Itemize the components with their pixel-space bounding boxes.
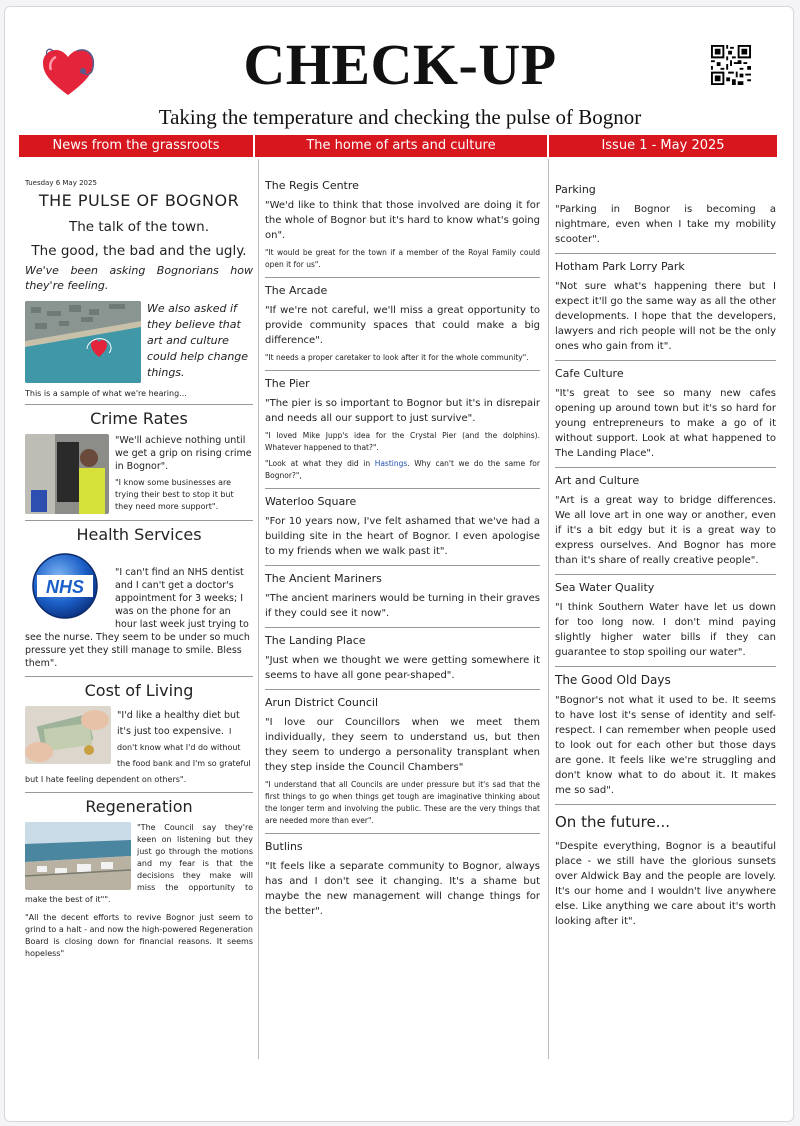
divider <box>265 689 540 690</box>
intro-text: We've been asking Bognorians how they're feeling. <box>25 264 253 292</box>
divider <box>265 277 540 278</box>
sample-text: This is a sample of what we're hearing... <box>25 389 187 398</box>
divider <box>555 253 776 254</box>
divider <box>25 792 253 793</box>
crime-rates-heading: Crime Rates <box>90 409 188 428</box>
newsletter-page <box>4 6 794 1122</box>
article-butlins <box>265 840 540 919</box>
article-parking <box>555 183 776 247</box>
divider <box>25 404 253 405</box>
article-quote: "Just when we thought we were getting somewhere it seems to have all gone pear-shaped". <box>265 655 540 681</box>
article-arcade <box>265 284 540 364</box>
article-quote: "Bognor's not what it used to be. It seems to have lost it's sense of identity and self-respect. I can remember when people used to look out for each other but those days are gone. It feels like we're struggling and don't know what to do about it. It makes me so sad". <box>555 695 776 796</box>
divider <box>555 574 776 575</box>
nhs-badge-icon <box>25 550 109 622</box>
article-good-old-days <box>555 673 776 798</box>
article-title: The Arcade <box>265 284 328 297</box>
divider <box>265 833 540 834</box>
health-quote: "I can't find an NHS dentist and I can't get a doctor's appointment for 3 weeks; I was on the phone for an hour last week just trying to see the nurse. They seem to be under so much pressure yet they still manage to smile. Bless them". <box>25 567 250 669</box>
article-quote: "It feels like a separate community to Bognor, always has and I don't see it changing. It's a shame but maybe the new management will change things for the better". <box>265 861 540 917</box>
banner-grassroots: News from the grassroots <box>19 135 253 157</box>
article-art-culture <box>555 474 776 568</box>
masthead <box>5 7 795 135</box>
article-note: "I understand that all Councils are under pressure but it's sad that the first things to go when things get tough are imaginative thinking about the longer term and involving the public. These are the very things that are needed more than ever". <box>265 780 540 825</box>
regeneration-quote-2: "All the decent efforts to revive Bognor just seem to grind to a halt - and now the high-powered Regeneration Board is closing down for financial reasons. It seems hopeless" <box>25 913 253 958</box>
article-quote: "Despite everything, Bognor is a beautiful place - we still have the glorious sunsets over Aldwick Bay and the people are lovely. It's our home and I wouldn't live anywhere else. Like anything we care about it's worth looking after it". <box>555 841 776 927</box>
column-arts <box>258 159 540 1059</box>
article-title: The Pier <box>265 377 310 390</box>
good-bad-ugly: The good, the bad and the ugly. <box>31 243 247 259</box>
divider <box>265 627 540 628</box>
article-title: Butlins <box>265 840 303 853</box>
article-regis-centre <box>265 179 540 271</box>
health-services-heading: Health Services <box>76 525 202 544</box>
aerial-map-image <box>25 301 141 383</box>
also-asked-text: We also asked if they believe that art and culture could help change things. <box>147 302 249 379</box>
article-quote: "The pier is so important to Bognor but it's in disrepair and needs all our support to just survive". <box>265 398 540 424</box>
article-quote: "It's great to see so many new cafes opening up around town but it's so hard for young entrepreneurs to make a go of it without support. Look at what happened to The Landing Place". <box>555 388 776 459</box>
article-title: Art and Culture <box>555 474 640 487</box>
article-note: "It needs a proper caretaker to look after it for the whole community". <box>265 353 529 362</box>
cost-of-living-heading: Cost of Living <box>84 681 194 700</box>
divider <box>555 467 776 468</box>
note-lead: "Look at what they did in <box>265 459 375 468</box>
issue-date: Tuesday 6 May 2025 <box>25 179 97 187</box>
article-note-link <box>265 458 540 482</box>
article-quote: "We'd like to think that those involved are doing it for the whole of Bognor but it's hard to know what's going on". <box>265 200 540 241</box>
crime-photo <box>25 434 109 514</box>
divider <box>265 370 540 371</box>
article-quote: "If we're not careful, we'll miss a great opportunity to provide community spaces that could make a big difference". <box>265 305 540 346</box>
money-photo <box>25 706 111 764</box>
crime-quote-2: "I know some businesses are trying their best to stop it but they need more support". <box>115 478 234 511</box>
note-tail: . Why can't we do the same for Bognor?", <box>265 459 540 480</box>
talk-of-town: The talk of the town. <box>68 219 210 235</box>
divider <box>265 565 540 566</box>
article-quote: "Parking in Bognor is becoming a nightmare, even when I take my mobility scooter". <box>555 204 776 245</box>
divider <box>555 804 776 805</box>
divider <box>25 520 253 521</box>
article-quote: "I think Southern Water have let us down for too long now. I don't mind paying slightly higher water bills if they can guarantee to stop spoiling our water". <box>555 602 776 658</box>
regeneration-heading: Regeneration <box>85 797 193 816</box>
article-title: Cafe Culture <box>555 367 624 380</box>
crime-quote-1: "We'll achieve nothing until we get a grip on rising crime in Bognor". <box>115 435 252 472</box>
article-quote: "For 10 years now, I've felt ashamed that we've had a building site in the heart of Bognor. I even apologise to my friends when we walk past it". <box>265 516 540 557</box>
article-title: On the future... <box>555 813 671 831</box>
article-waterloo-square <box>265 495 540 559</box>
article-sea-water <box>555 581 776 660</box>
newsletter-title: CHECK-UP <box>243 32 557 97</box>
article-arun-council <box>265 696 540 827</box>
seafront-photo <box>25 822 131 890</box>
article-cafe-culture <box>555 367 776 461</box>
article-title: The Landing Place <box>265 634 366 647</box>
article-title: Parking <box>555 183 596 196</box>
article-title: Arun District Council <box>265 696 379 709</box>
divider <box>25 676 253 677</box>
article-quote: "The ancient mariners would be turning in their graves if they could see it now". <box>265 593 540 619</box>
divider <box>555 666 776 667</box>
column-grassroots <box>25 159 253 960</box>
article-title: The Good Old Days <box>555 673 671 687</box>
article-title: Hotham Park Lorry Park <box>555 260 685 273</box>
banner-arts: The home of arts and culture <box>255 135 547 157</box>
divider <box>555 360 776 361</box>
divider <box>265 488 540 489</box>
nhs-badge-text: NHS <box>45 577 85 597</box>
article-note: "It would be great for the town if a member of the Royal Family could open it for us". <box>265 248 540 269</box>
banner-issue: Issue 1 - May 2025 <box>549 135 777 157</box>
column-issue <box>548 159 776 1059</box>
hastings-link[interactable]: Hastings <box>374 459 408 468</box>
article-quote: "Art is a great way to bridge differences. We all love art in one way or another, even if it's a bit edgy but it is a great way to express ourselves. And Bognor has more than it's share of really creative people". <box>555 495 776 566</box>
pulse-heading: THE PULSE OF BOGNOR <box>38 191 240 210</box>
article-landing-place <box>265 634 540 683</box>
newsletter-subtitle: Taking the temperature and checking the pulse of Bognor <box>158 105 642 129</box>
qr-code-icon[interactable] <box>711 45 751 85</box>
article-title: Sea Water Quality <box>555 581 655 594</box>
article-title: The Regis Centre <box>265 179 359 192</box>
article-quote: "Not sure what's happening there but I expect it'll go the same way as all the other developments. I hope that the developers, lawyers and rich people will not be the only ones who gain from it". <box>555 281 776 352</box>
regeneration-quote: "The Council say they're keen on listening but they just go through the motions and my fear is that the decisions they make will miss the opportunity to make the best of it"". <box>25 823 253 904</box>
article-hotham-park <box>555 260 776 354</box>
cost-quote-rest: I don't know what I'd do without the food bank and I'm so grateful but I hate feeling dependent on others". <box>25 727 251 784</box>
article-note: "I loved Mike Jupp's idea for the Crystal Pier (and the dolphins). Whatever happened to that?". <box>265 431 540 452</box>
article-ancient-mariners <box>265 572 540 621</box>
article-title: The Ancient Mariners <box>265 572 382 585</box>
article-title: Waterloo Square <box>265 495 357 508</box>
cost-quote-lead: "I'd like a healthy diet but it's just too expensive. <box>117 710 240 737</box>
article-pier <box>265 377 540 482</box>
article-future <box>555 813 776 929</box>
article-quote: "I love our Councillors when we meet them individually, they seem to understand us, but then they seem to undergo a personality transplant when they step inside the Council Chambers" <box>265 717 540 773</box>
